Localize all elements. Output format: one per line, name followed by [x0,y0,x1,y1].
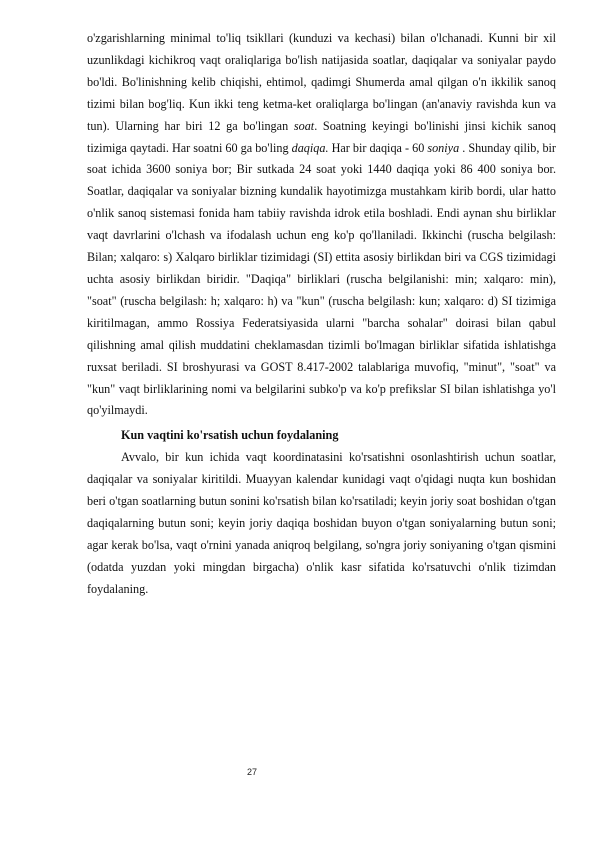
paragraph-1-text-c: Har bir daqiqa - 60 [328,140,428,155]
section-heading: Kun vaqtini ko'rsatish uchun foydalaning [121,428,339,443]
document-body [87,28,556,601]
term-soat: soat [293,118,315,133]
paragraph-1 [87,28,556,422]
term-soniya: soniya [427,140,460,155]
paragraph-1-text-d: . Shunday qilib, bir soat ichida 3600 soniya bor; Bir sutkada 24 soat yoki 1440 daqiqa yoki 86 400 soniya bor. Soatlar, daqiqalar va soniyalar bizning kundalik hayotimizga mustahkam kirib bordi, ular hatto o'nlik sanoq sistemasi fonida ham tabiiy ravishda idrok etila boshladi. Endi aynan shu birliklar vaqt davrlarini o'lchash va ifodalash uchun eng ko'p qo'llaniladi. Ikkinchi (ruscha belgilash: Bilan; xalqaro: s) Xalqaro birliklar tizimidagi (SI) ettita asosiy birlikdan biri va CGS tizimidagi uchta asosiy birlikdan biridir. "Daqiqa" birliklari (ruscha belgilanishi: min; xalqaro: min), "soat" (ruscha belgilash: h; xalqaro: h) va "kun" (ruscha belgilash: kun; xalqaro: d) SI tizimiga kiritilmagan, ammo Rossiya Federatsiyasida ularni "barcha sohalar" doirasi bilan qabul qilishning amal qilish muddatini cheklamasdan tizimli bo'lmagan birliklar sifatida ishlatishga ruxsat beriladi. SI broshyurasi va GOST 8.417-2002 talablariga muvofiq, "minut", "soat" va "kun" vaqt birliklarining nomi va belgilarini subko'p va ko'p prefikslar SI bilan ishlatishga yo'l qo'yilmaydi. [87,140,556,418]
paragraph-1-text-a: o'zgarishlarning minimal to'liq tsikllari (kunduzi va kechasi) bilan o'lchanadi. Kunni bir xil uzunlikdagi kichikroq vaqt oraliqlariga bo'lish natijasida soatlar, daqiqalar va soniyalar paydo bo'ldi. Bo'linishning kelib chiqishi, ehtimol, qadimgi Shumerda amal qilgan o'n ikkilik sanoq tizimi bilan bog'liq. Kun ikki teng ketma-ket oraliqlarga bo'lingan (an'anaviy ravishda kun va tun). Ularning har biri 12 ga bo'lingan [87,31,556,133]
paragraph-1-text-b: . Soatning keyingi bo'linishi jinsi kichik sanoq tizimiga qaytadi. Har soatni 60 ga bo'ling [87,118,557,155]
paragraph-2: Avvalo, bir kun ichida vaqt koordinatasini ko'rsatishni osonlashtirish uchun soatlar, daqiqalar va soniyalar kiritildi. Muayyan kalendar kunidagi vaqt o'qidagi nuqta kun boshidan beri o'tgan soatlarning butun sonini ko'rsatish bilan ko'rsatiladi; keyin joriy soat boshidan o'tgan daqiqalarning butun soni; keyin joriy daqiqa boshidan buyon o'tgan soniyalarning butun soni; agar kerak bo'lsa, vaqt o'rnini yanada aniqroq belgilang, so'ngra joriy soniyaning o'tgan qismini (odatda yuzdan yoki mingdan birgacha) o'nlik kasr sifatida ko'rsatuvchi o'nlik tizimdan foydalaning. [87,450,556,596]
page-number: 27 [247,767,258,777]
term-daqiqa: daqiqa. [291,140,329,155]
